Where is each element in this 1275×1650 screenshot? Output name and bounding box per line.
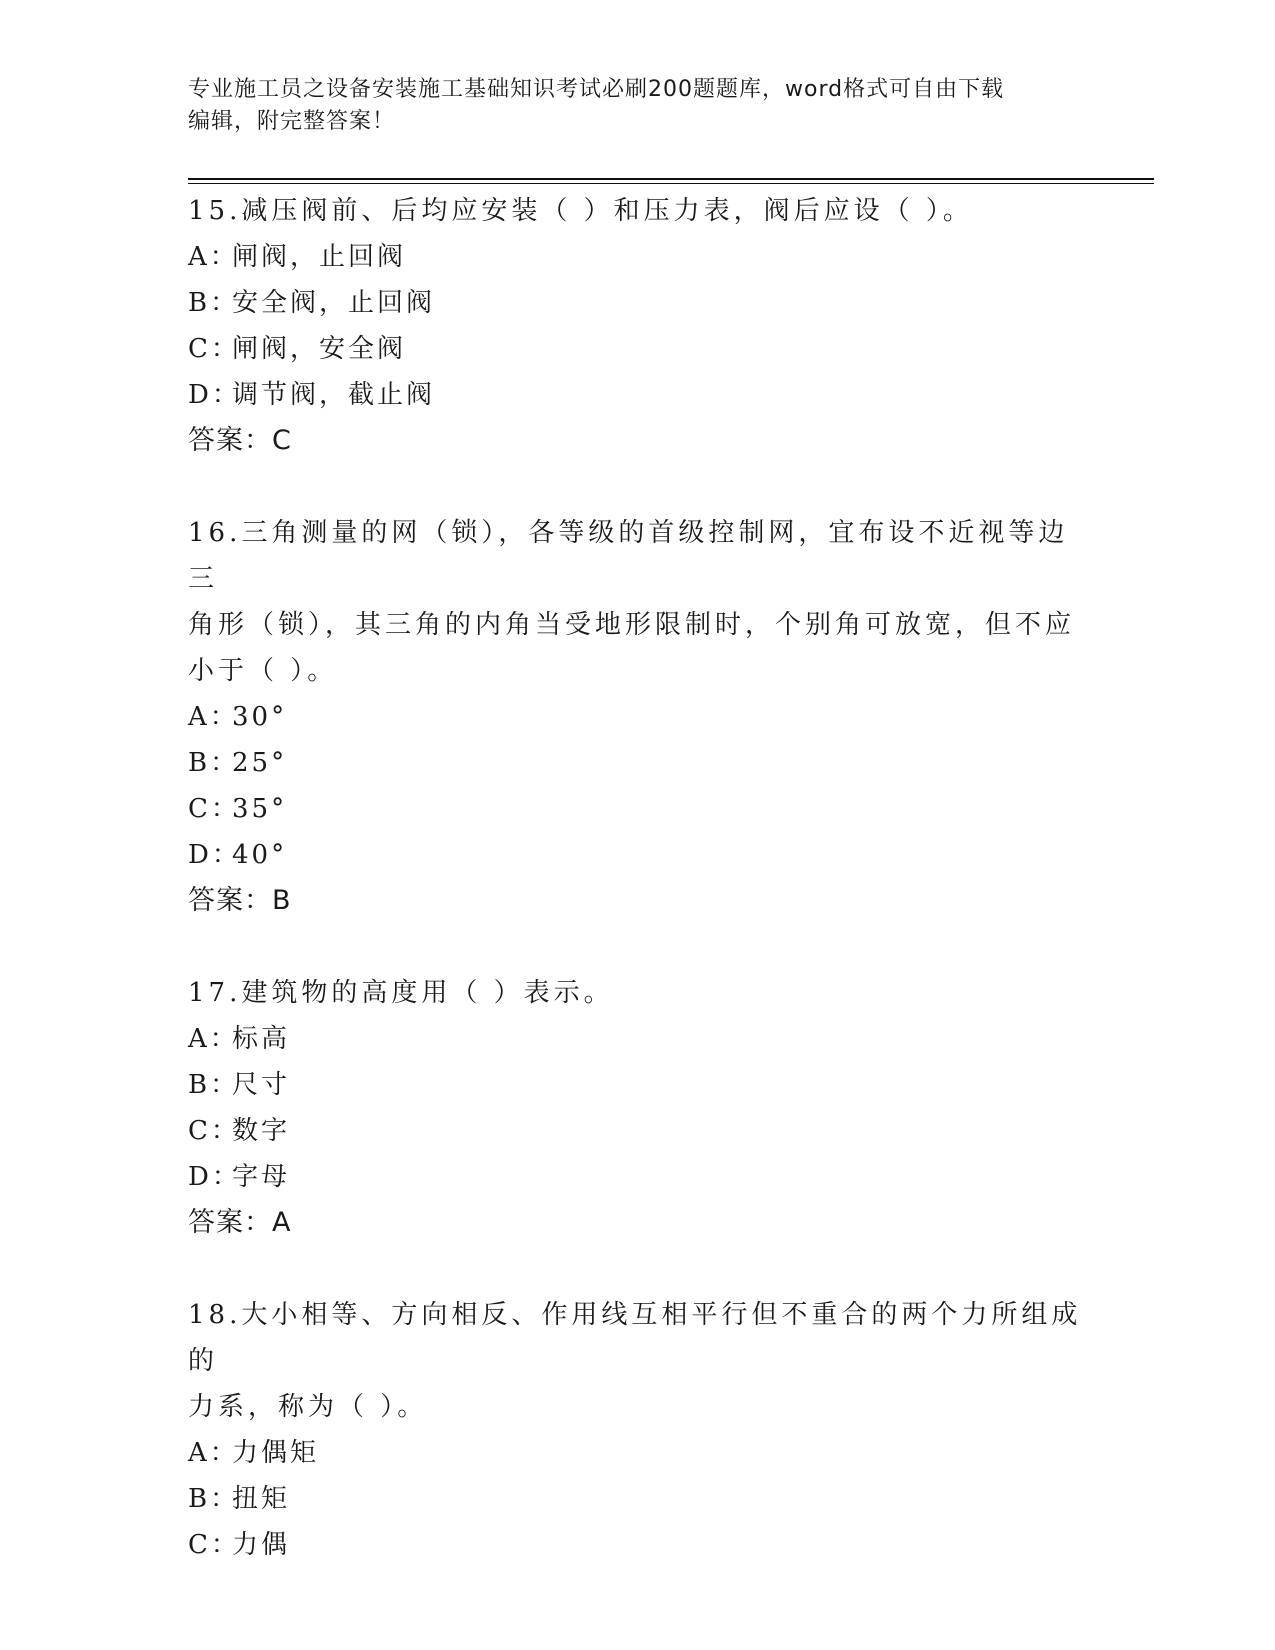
option-c xyxy=(188,1108,1088,1154)
option-text: 力偶矩 xyxy=(232,1438,320,1468)
option-key: C： xyxy=(188,1116,240,1146)
option-text: 字母 xyxy=(232,1162,291,1192)
option-text: 尺寸 xyxy=(232,1070,291,1100)
option-b xyxy=(188,1062,1088,1108)
option-key: B： xyxy=(188,288,240,318)
option-key: D： xyxy=(188,840,241,870)
option-key: C： xyxy=(188,1530,240,1560)
question-list xyxy=(188,188,1088,1614)
option-key: D： xyxy=(188,380,241,410)
question-stem: 15.减压阀前、后均应安装（ ）和压力表，阀后应设（ ）。 xyxy=(188,196,973,226)
option-text: 安全阀，止回阀 xyxy=(232,288,436,318)
question-stem-line-3: 小于（ ）。 xyxy=(188,656,338,686)
answer-line: 答案：C xyxy=(188,425,292,456)
option-text: 闸阀，安全阀 xyxy=(232,334,407,364)
option-key: B： xyxy=(188,1070,240,1100)
option-a xyxy=(188,234,1088,280)
option-key: D： xyxy=(188,1162,241,1192)
option-text: 25° xyxy=(232,748,288,778)
option-text: 闸阀，止回阀 xyxy=(232,242,407,272)
header-title-line-1: 专业施工员之设备安装施工基础知识考试必刷200题题库，word格式可自由下载 xyxy=(188,77,1005,102)
option-text: 数字 xyxy=(232,1116,291,1146)
option-c xyxy=(188,1522,1088,1568)
option-key: C： xyxy=(188,334,240,364)
option-a xyxy=(188,694,1088,740)
option-key: B： xyxy=(188,1484,240,1514)
question-stem-line-1: 18.大小相等、方向相反、作用线互相平行但不重合的两个力所组成的 xyxy=(188,1300,1082,1376)
option-text: 标高 xyxy=(232,1024,291,1054)
option-d xyxy=(188,372,1088,418)
option-key: A： xyxy=(188,1024,239,1054)
question-15 xyxy=(188,188,1088,464)
option-text: 35° xyxy=(232,794,288,824)
option-text: 扭矩 xyxy=(232,1484,291,1514)
option-key: C： xyxy=(188,794,240,824)
question-16 xyxy=(188,510,1088,924)
option-text: 30° xyxy=(232,702,288,732)
option-text: 40° xyxy=(232,840,288,870)
option-key: A： xyxy=(188,242,239,272)
option-d xyxy=(188,1154,1088,1200)
question-stem-line-1: 16.三角测量的网（锁），各等级的首级控制网，宜布设不近视等边三 xyxy=(188,518,1069,594)
answer-line: 答案：B xyxy=(188,885,292,916)
option-key: B： xyxy=(188,748,240,778)
answer-line: 答案：A xyxy=(188,1207,292,1238)
header-title-line-2: 编辑，附完整答案！ xyxy=(188,109,396,134)
option-a xyxy=(188,1430,1088,1476)
question-17 xyxy=(188,970,1088,1246)
option-a xyxy=(188,1016,1088,1062)
question-stem-line-2: 力系，称为（ ）。 xyxy=(188,1392,428,1422)
option-b xyxy=(188,740,1088,786)
option-text: 调节阀，截止阀 xyxy=(232,380,436,410)
question-18 xyxy=(188,1292,1088,1568)
question-stem: 17.建筑物的高度用（ ）表示。 xyxy=(188,978,614,1008)
option-d xyxy=(188,832,1088,878)
option-b xyxy=(188,1476,1088,1522)
header-divider-thin xyxy=(188,183,1154,184)
option-b xyxy=(188,280,1088,326)
header-divider-thick xyxy=(188,178,1154,180)
question-stem-line-2: 角形（锁），其三角的内角当受地形限制时，个别角可放宽，但不应 xyxy=(188,610,1076,640)
option-key: A： xyxy=(188,702,239,732)
option-c xyxy=(188,786,1088,832)
option-c xyxy=(188,326,1088,372)
option-text: 力偶 xyxy=(232,1530,291,1560)
document-header xyxy=(188,74,1088,138)
option-key: A： xyxy=(188,1438,239,1468)
